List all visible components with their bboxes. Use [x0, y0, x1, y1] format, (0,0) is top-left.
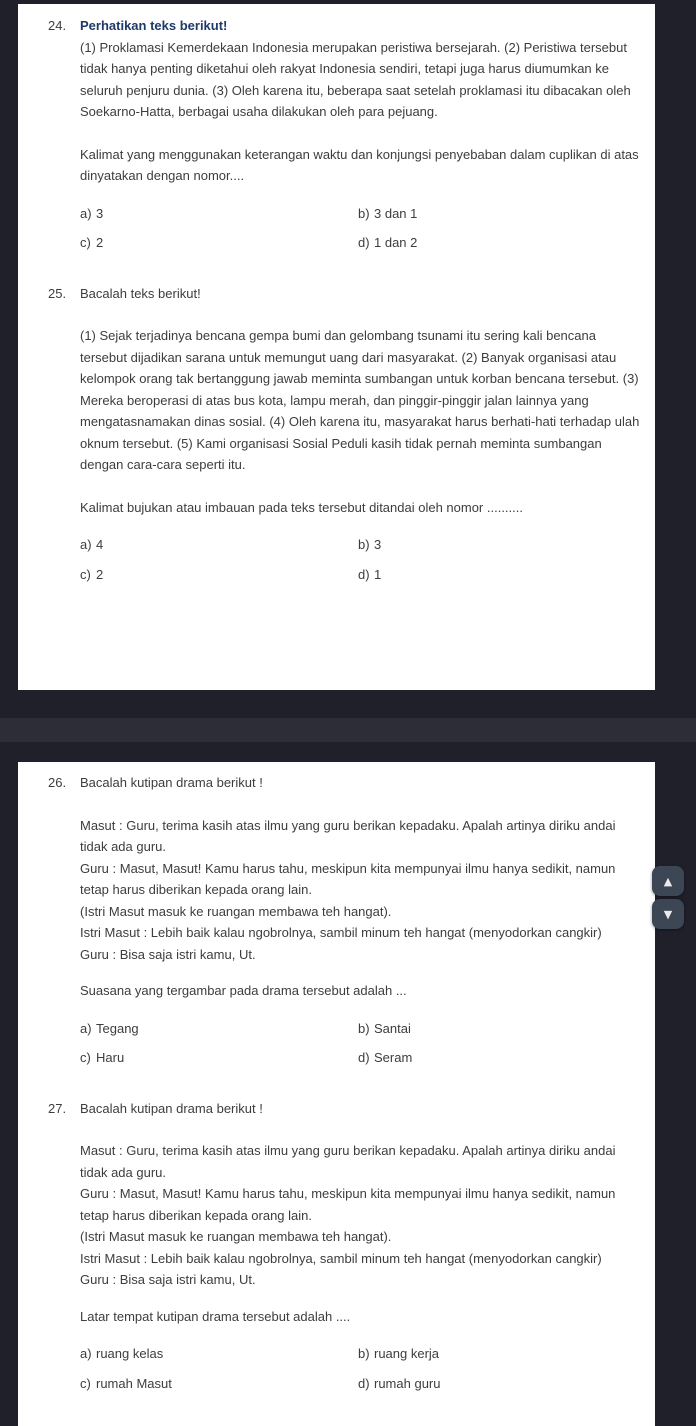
- option-label: d): [358, 235, 370, 250]
- option-text: ruang kelas: [96, 1346, 164, 1361]
- option-text: 1 dan 2: [374, 235, 418, 250]
- option-label: c): [80, 566, 91, 582]
- option-label: c): [80, 1375, 91, 1391]
- drama-line: Istri Masut : Lebih baik kalau ngobrolnya, sambil minum teh hangat (menyodorkan cangkir): [80, 1250, 602, 1266]
- scroll-down-button[interactable]: [652, 899, 684, 929]
- question-26: [48, 772, 640, 1069]
- question-24-number: 24.: [48, 18, 67, 33]
- option-label: a): [80, 1020, 92, 1036]
- drama-line: Guru : Masut, Masut! Kamu harus tahu, meskipun kita mempunyai ilmu hanya sedikit, namun tetap harus diberikan kepada orang lain.: [80, 860, 616, 897]
- option-label: d): [358, 566, 370, 582]
- option-label: a): [80, 1346, 92, 1361]
- question-26-options: [80, 1018, 640, 1069]
- option-label: b): [358, 1346, 370, 1361]
- question-27-option-b: [358, 1343, 640, 1365]
- option-text: 4: [96, 537, 104, 552]
- question-24-option-c: [80, 232, 358, 254]
- drama-line: Masut : Guru, terima kasih atas ilmu yang guru berikan kepadaku. Apalah artinya diriku andai tidak ada guru.: [80, 817, 616, 854]
- option-text: 2: [96, 566, 104, 582]
- option-label: b): [358, 205, 370, 221]
- question-27-options: [80, 1343, 640, 1394]
- option-text: Santai: [374, 1020, 411, 1036]
- option-text: Tegang: [96, 1020, 139, 1036]
- question-24: [48, 15, 640, 254]
- option-label: a): [80, 205, 92, 221]
- option-text: 3: [96, 205, 104, 221]
- option-label: a): [80, 537, 92, 552]
- option-text: Seram: [374, 1050, 413, 1065]
- question-25-prompt: Kalimat bujukan atau imbauan pada teks tersebut ditandai oleh nomor ..........: [80, 499, 523, 515]
- arrow-up-icon: ▲: [663, 874, 673, 888]
- document-page-1: [18, 4, 655, 690]
- question-27-prompt: Latar tempat kutipan drama tersebut adalah ....: [80, 1308, 351, 1324]
- question-27-option-d: [358, 1373, 640, 1395]
- question-26-title: Bacalah kutipan drama berikut !: [80, 775, 263, 790]
- question-26-drama-excerpt: [80, 815, 640, 966]
- drama-line: Istri Masut : Lebih baik kalau ngobrolnya, sambil minum teh hangat (menyodorkan cangkir): [80, 925, 602, 940]
- drama-line: Masut : Guru, terima kasih atas ilmu yang guru berikan kepadaku. Apalah artinya diriku andai tidak ada guru.: [80, 1143, 616, 1180]
- drama-line: Guru : Bisa saja istri kamu, Ut.: [80, 946, 256, 962]
- drama-line: (Istri Masut masuk ke ruangan membawa teh hangat).: [80, 1229, 392, 1244]
- drama-line: (Istri Masut masuk ke ruangan membawa teh hangat).: [80, 903, 392, 919]
- drama-line: Guru : Masut, Masut! Kamu harus tahu, meskipun kita mempunyai ilmu hanya sedikit, namun tetap harus diberikan kepada orang lain.: [80, 1186, 616, 1223]
- question-26-prompt: Suasana yang tergambar pada drama tersebut adalah ...: [80, 983, 407, 998]
- question-26-option-d: [358, 1047, 640, 1069]
- question-26-number: 26.: [48, 775, 67, 790]
- arrow-down-icon: ▼: [663, 907, 673, 921]
- question-25: [48, 283, 640, 586]
- option-text: rumah Masut: [96, 1375, 172, 1391]
- question-24-options: [80, 203, 640, 254]
- question-27-option-c: [80, 1373, 358, 1395]
- question-27-number: 27.: [48, 1100, 67, 1116]
- question-25-option-c: [80, 564, 358, 586]
- option-text: 3: [374, 537, 382, 552]
- option-label: d): [358, 1375, 370, 1391]
- question-25-body: [80, 283, 640, 586]
- option-label: d): [358, 1050, 370, 1065]
- question-24-prompt: Kalimat yang menggunakan keterangan waktu dan konjungsi penyebaban dalam cuplikan di atas dinyatakan dengan nomor....: [80, 146, 639, 183]
- option-label: c): [80, 235, 91, 250]
- question-27-drama-excerpt: [80, 1140, 640, 1291]
- question-26-option-a: [80, 1018, 358, 1040]
- drama-line: Guru : Bisa saja istri kamu, Ut.: [80, 1272, 256, 1287]
- option-text: 3 dan 1: [374, 205, 418, 221]
- scroll-widget: [652, 866, 684, 929]
- page-break: [0, 690, 696, 762]
- scroll-up-button[interactable]: [652, 866, 684, 896]
- question-25-passage: (1) Sejak terjadinya bencana gempa bumi dan gelombang tsunami itu sering kali bencana tersebut dijadikan sarana untuk memungut uang dari masyarakat. (2) Banyak organisasi atau kelompok orang tak bertanggung jawab meminta sumbangan untuk korban bencana tersebut. (3) Mereka beroperasi di atas bus kota, lampu merah, dan pinggir-pinggir jalan lainnya yang mengatasnamakan dinas sosial. (4) Oleh karena itu, masyarakat harus berhati-hati terhadap ulah oknum tersebut. (5) Kami organisasi Sosial Peduli kasih tidak pernah meminta sumbangan dengan cara-cara seperti itu.: [80, 328, 640, 472]
- option-text: 2: [96, 235, 104, 250]
- question-24-title: Perhatikan teks berikut!: [80, 18, 228, 33]
- question-25-option-a: [80, 534, 358, 556]
- question-27: [48, 1098, 640, 1395]
- option-label: b): [358, 537, 370, 552]
- question-25-option-d: [358, 564, 640, 586]
- question-26-option-b: [358, 1018, 640, 1040]
- page-break-band: [0, 718, 696, 742]
- question-25-number: 25.: [48, 285, 67, 301]
- question-27-option-a: [80, 1343, 358, 1365]
- question-25-title: Bacalah teks berikut!: [80, 285, 201, 301]
- question-26-body: [80, 772, 640, 1069]
- question-24-body: [80, 15, 640, 254]
- option-text: 1: [374, 566, 382, 582]
- option-text: Haru: [96, 1050, 125, 1065]
- document-page-2: [18, 762, 655, 1426]
- option-text: ruang kerja: [374, 1346, 440, 1361]
- option-text: rumah guru: [374, 1375, 441, 1391]
- question-24-option-d: [358, 232, 640, 254]
- question-27-title: Bacalah kutipan drama berikut !: [80, 1100, 263, 1116]
- question-25-option-b: [358, 534, 640, 556]
- question-24-option-a: [80, 203, 358, 225]
- question-24-passage: (1) Proklamasi Kemerdekaan Indonesia merupakan peristiwa bersejarah. (2) Peristiwa tersebut tidak hanya penting diketahui oleh rakyat Indonesia sendiri, tetapi juga harus diumumkan ke seluruh penjuru dunia. (3) Oleh karena itu, beberapa saat setelah proklamasi itu dibacakan oleh Soekarno-Hatta, berbagai usaha dilakukan oleh para pejuang.: [80, 39, 631, 119]
- question-26-option-c: [80, 1047, 358, 1069]
- question-24-option-b: [358, 203, 640, 225]
- option-label: c): [80, 1050, 91, 1065]
- option-label: b): [358, 1020, 370, 1036]
- question-25-options: [80, 534, 640, 585]
- question-27-body: [80, 1098, 640, 1395]
